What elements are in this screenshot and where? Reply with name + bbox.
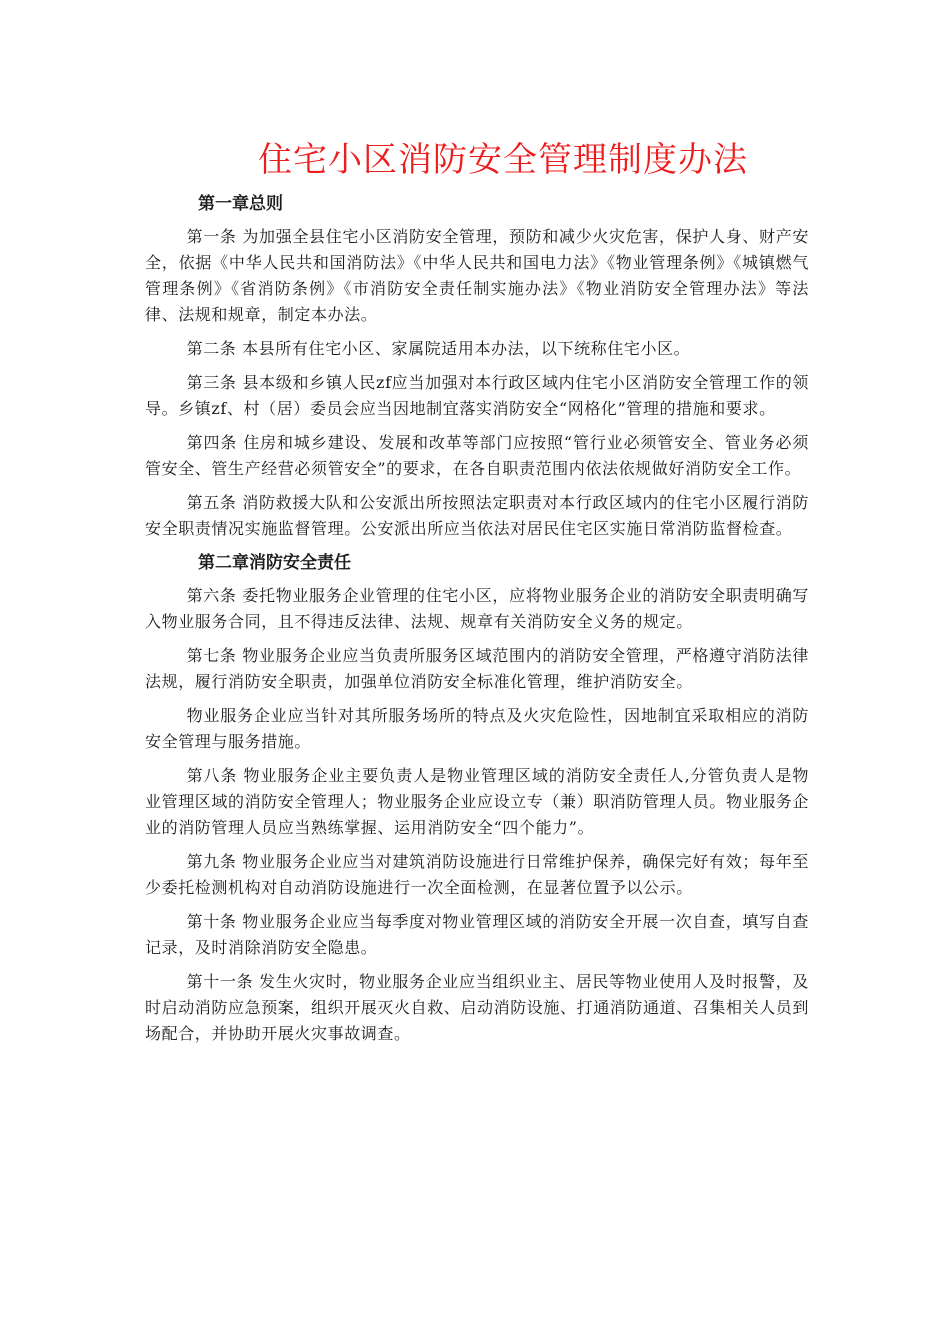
chapter-heading: 第一章总则 (198, 194, 283, 214)
article-paragraph: 第十条 物业服务企业应当每季度对物业管理区域的消防安全开展一次自查，填写自查记录，及时消除消防安全隐患。 (145, 912, 809, 957)
chapter-1 (145, 191, 809, 542)
article-paragraph: 第七条 物业服务企业应当负责所服务区域范围内的消防安全管理，严格遵守消防法律法规，履行消防安全职责，加强单位消防安全标准化管理，维护消防安全。 (145, 646, 809, 691)
article-paragraph: 第四条 住房和城乡建设、发展和改革等部门应按照“管行业必须管安全、管业务必须管安全、管生产经营必须管安全”的要求，在各自职责范围内依法依规做好消防安全工作。 (145, 433, 809, 478)
chapter-heading: 第二章消防安全责任 (198, 553, 351, 573)
article-paragraph: 第六条 委托物业服务企业管理的住宅小区，应将物业服务企业的消防安全职责明确写入物业服务合同，且不得违反法律、法规、规章有关消防安全义务的规定。 (145, 586, 809, 631)
article-paragraph: 第二条 本县所有住宅小区、家属院适用本办法，以下统称住宅小区。 (186, 339, 691, 358)
article-paragraph: 第三条 县本级和乡镇人民zf应当加强对本行政区域内住宅小区消防安全管理工作的领导。乡镇zf、村（居）委员会应当因地制宜落实消防安全“网格化”管理的措施和要求。 (145, 373, 809, 418)
article-paragraph: 第十一条 发生火灾时，物业服务企业应当组织业主、居民等物业使用人及时报警，及时启动消防应急预案，组织开展灭火自救、启动消防设施、打通消防通道、召集相关人员到场配合，并协助开展火灾事故调查。 (145, 972, 810, 1043)
document-title: 住宅小区消防安全管理制度办法 (258, 140, 748, 180)
chapter-2 (145, 550, 809, 1047)
article-paragraph: 第九条 物业服务企业应当对建筑消防设施进行日常维护保养，确保完好有效；每年至少委托检测机构对自动消防设施进行一次全面检测，在显著位置予以公示。 (145, 852, 809, 897)
article-paragraph: 第五条 消防救援大队和公安派出所按照法定职责对本行政区域内的住宅小区履行消防安全职责情况实施监督管理。公安派出所应当依法对居民住宅区实施日常消防监督检查。 (145, 493, 809, 538)
article-paragraph: 物业服务企业应当针对其所服务场所的特点及火灾危险性，因地制宜采取相应的消防安全管理与服务措施。 (145, 706, 809, 751)
article-paragraph: 第八条 物业服务企业主要负责人是物业管理区域的消防安全责任人,分管负责人是物业管理区域的消防安全管理人；物业服务企业应设立专（兼）职消防管理人员。物业服务企业的消防管理人员应当熟练掌握、运用消防安全“四个能力”。 (145, 766, 810, 837)
document-body (145, 190, 809, 1055)
article-paragraph: 第一条 为加强全县住宅小区消防安全管理，预防和减少火灾危害，保护人身、财产安全，依据《中华人民共和国消防法》《中华人民共和国电力法》《物业管理条例》《城镇燃气管理条例》《省消防条例》《市消防安全责任制实施办法》《物业消防安全管理办法》等法律、法规和规章，制定本办法。 (145, 227, 809, 324)
